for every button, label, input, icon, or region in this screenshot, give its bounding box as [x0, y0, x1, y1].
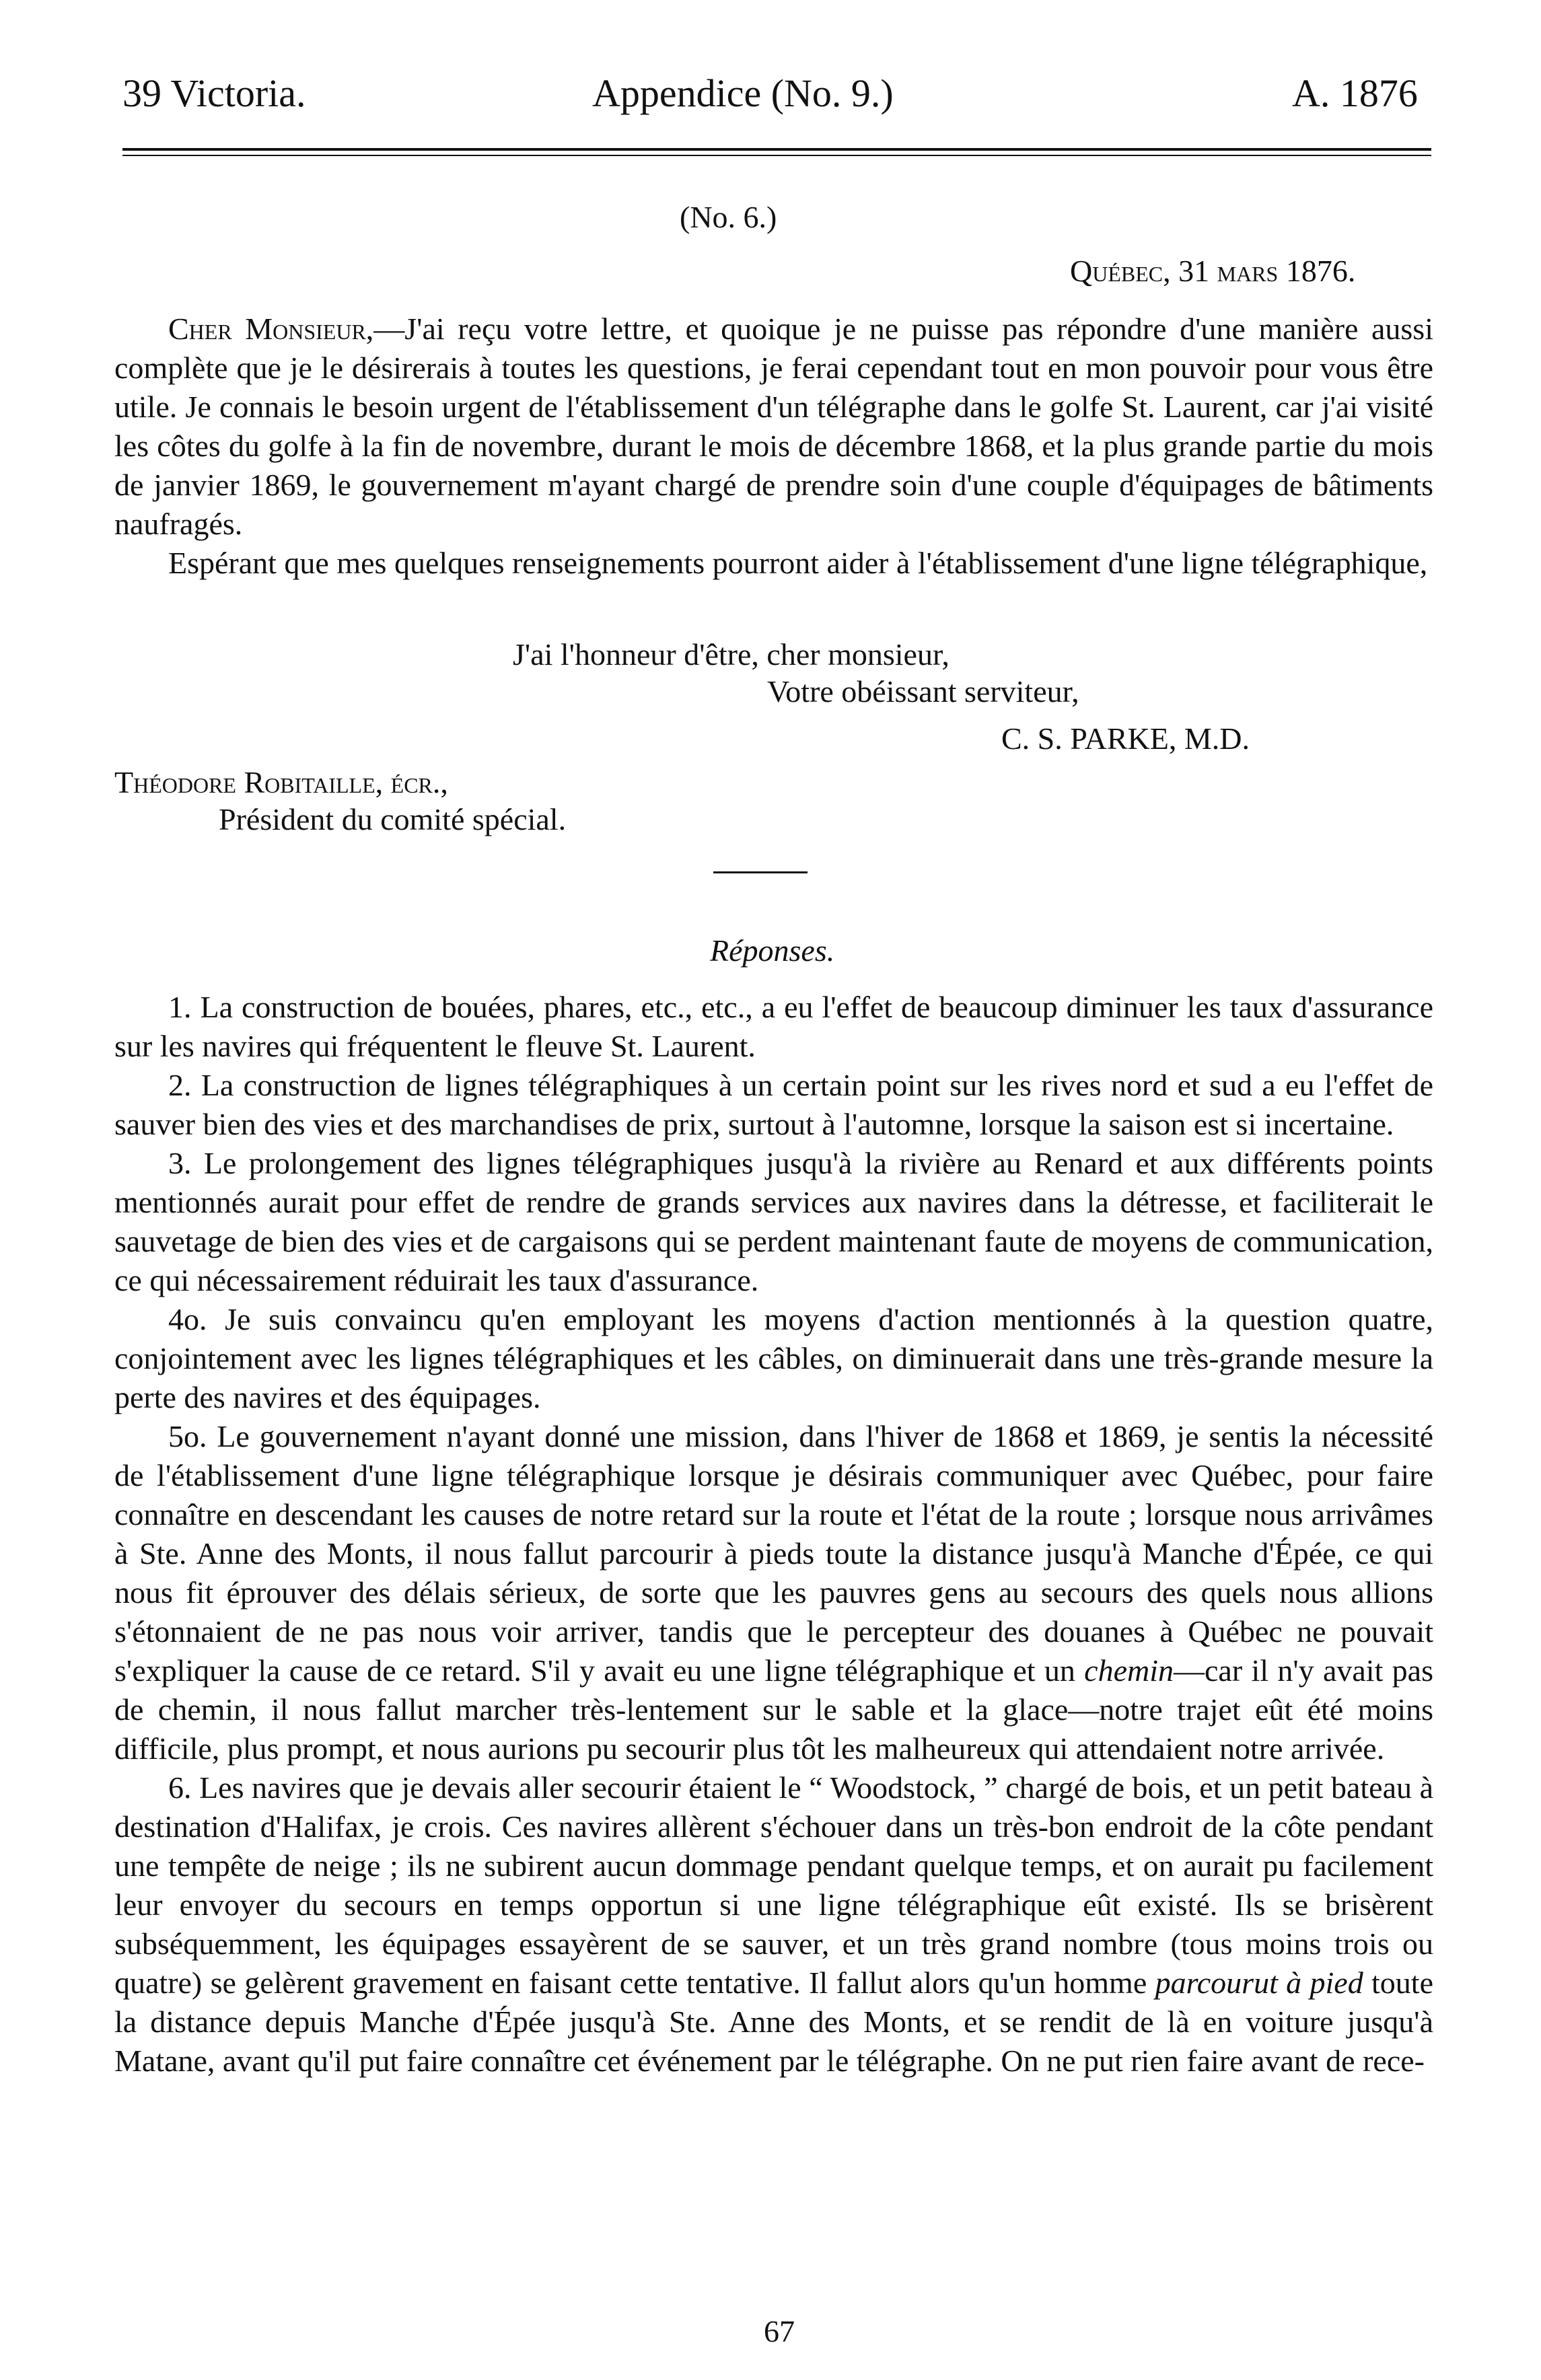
response-italic: parcourut à pied — [1155, 1966, 1363, 2000]
running-header-left: 39 Victoria. — [122, 71, 306, 115]
closing-line-2: Votre obéissant serviteur, — [767, 674, 1079, 709]
letter-paragraph — [114, 310, 1433, 544]
letter-paragraph: Espérant que mes quelques renseignements pourront aider à l'établissement d'une ligne télégraphique, — [168, 546, 1428, 580]
response-italic: chemin — [1084, 1653, 1174, 1688]
response-item: 3. Le prolongement des lignes télégraphiques jusqu'à la rivière au Renard et aux différents points mentionnés aurait pour effet de rendre de grands services aux navires dans la détresse, et faciliterait le sauvetage de bien des vies et de cargaisons qui se perdent maintenant faute de moyens de communication, ce qui nécessairement réduirait les taux d'assurance. — [114, 1146, 1433, 1297]
recipient-title: Président du comité spécial. — [219, 802, 567, 836]
response-item: 1. La construction de bouées, phares, etc., etc., a eu l'effet de beaucoup diminuer les taux d'assurance sur les navires qui fréquentent le fleuve St. Laurent. — [114, 990, 1433, 1063]
header-rule-thick — [122, 148, 1431, 151]
letter-body — [114, 310, 1433, 583]
closing-line-1: J'ai l'honneur d'être, cher monsieur, — [513, 637, 949, 672]
response-item — [114, 1417, 1433, 1768]
running-header-center: Appendice (No. 9.) — [592, 71, 894, 115]
running-header-right: A. 1876 — [1292, 71, 1418, 115]
response-item: 2. La construction de lignes télégraphiques à un certain point sur les rives nord et sud a eu l'effet de sauver bien des vies et des marchandises de prix, surtout à l'automne, lorsque la saison est si incertaine. — [114, 1068, 1433, 1141]
salutation: Cher Monsieur, — [168, 312, 374, 346]
header-rule-thin — [122, 155, 1431, 156]
responses-heading: Réponses. — [710, 933, 835, 968]
page-number: 67 — [764, 2314, 795, 2348]
response-item — [114, 1768, 1433, 2081]
response-text: toute la distance depuis Manche d'Épée jusqu'à Ste. Anne des Monts, et se rendit de là en voiture jusqu'à Matane, avant qu'il put faire connaître cet événement par le télégraphe. On ne put rien faire avant de rece- — [114, 1966, 1433, 2078]
letter-paragraph-text: —J'ai reçu votre lettre, et quoique je ne puisse pas répondre d'une manière aussi complète que je le désirerais à toutes les questions, je ferai cependant tout en mon pouvoir pour vous être utile. Je connais le besoin urgent de l'établissement d'un télégraphe dans le golfe St. Laurent, car j'ai visité les côtes du golfe à la fin de novembre, durant le mois de décembre 1868, et la plus grande partie du mois de janvier 1869, le gouvernement m'ayant chargé de prendre soin d'une couple d'équipages de bâtiments naufragés. — [114, 312, 1433, 541]
response-text: 6. Les navires que je devais aller secourir étaient le “ Woodstock, ” chargé de bois, et un petit bateau à destination d'Halifax, je crois. Ces navires allèrent s'échouer dans un très-bon endroit de la côte pendant une tempête de neige ; ils ne subirent aucun dommage pendant quelque temps, et on aurait pu facilement leur envoyer du secours en temps opportun si une ligne télégraphique eût existé. Ils se brisèrent subséquemment, les équipages essayèrent de se sauver, et un très grand nombre (tous moins trois ou quatre) se gelèrent gravement en faisant cette tentative. Il fallut alors qu'un homme — [114, 1770, 1433, 2000]
responses-body — [114, 988, 1433, 2081]
signature: C. S. PARKE, M.D. — [1001, 721, 1250, 756]
section-separator — [713, 871, 808, 873]
letter-place-date: Québec, 31 mars 1876. — [1070, 254, 1356, 288]
letter-number: (No. 6.) — [680, 200, 777, 234]
response-text: 5o. Le gouvernement n'ayant donné une mission, dans l'hiver de 1868 et 1869, je sentis la nécessité de l'établissement d'une ligne télégraphique lorsque je désirais communiquer avec Québec, pour faire connaître en descendant les causes de notre retard sur la route et l'état de la route ; lorsque nous arrivâmes à Ste. Anne des Monts, il nous fallut parcourir à pieds toute la distance jusqu'à Manche d'Épée, ce qui nous fit éprouver des délais sérieux, de sorte que les pauvres gens au secours des quels nous allions s'étonnaient de ne pas nous voir arriver, tandis que le percepteur des douanes à Québec ne pouvait s'expliquer la cause de ce retard. S'il y avait eu une ligne télégraphique et un — [114, 1419, 1433, 1688]
response-text: —car il n'y avait pas de chemin, il nous fallut marcher très-lentement sur le sable et la glace—notre trajet eût été moins difficile, plus prompt, et nous aurions pu secourir plus tôt les malheureux qui attendaient notre arrivée. — [114, 1653, 1433, 1766]
response-item: 4o. Je suis convaincu qu'en employant les moyens d'action mentionnés à la question quatre, conjointement avec les lignes télégraphiques et les câbles, on diminuerait dans une très-grande mesure la perte des navires et des équipages. — [114, 1302, 1433, 1414]
recipient-name: Théodore Robitaille, écr., — [114, 765, 448, 799]
